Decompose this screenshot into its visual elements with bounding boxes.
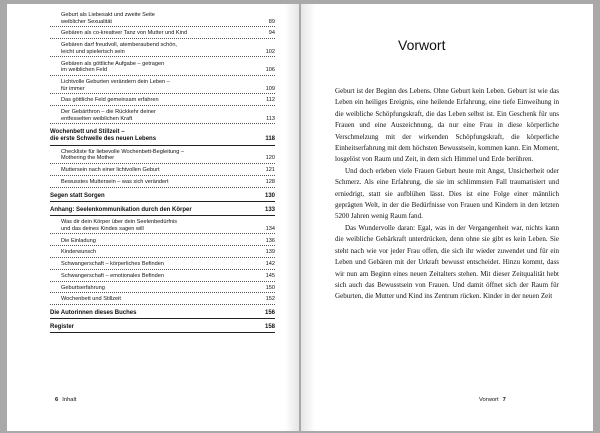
toc-entry-title: Wochenbett und Stillzeit – die erste Schwelle des neuen Lebens [50, 129, 157, 143]
toc-entry [50, 12, 275, 27]
toc-entry [50, 109, 275, 124]
paragraph: Und doch erleben viele Frauen Geburt heute mit Angst, Unsicherheit oder Schmerz. Als eine Erfahrung, die sie im schlimmsten Fall traumatisiert und erniedrigt, statt sie aufblühen lässt. Dies ist eine Folge einer männlich geprägten Welt, in der die Bedürfnisse von Frauen und Kindern in den letzten 5200 Jahren wenig Raum fand. [335, 166, 559, 221]
paragraph: Das Wundervolle daran: Egal, was in der Vergangenheit war, nichts kann die weibliche Gebärkraft unterdrücken, denn ohne sie gibt es kein Leben. Sie steht nach wie vor jeder Frau offen, die sich ihr wieder zuwendet und für ein Leben und Gebären mit der Urkraft bewusst entscheidet. Hinzu kommt, dass wir nun am Beginn eines neuen Zeitalters stehen. Mit dieser Zeitqualität hebt sich auch das Bewusstsein von Frauen. Und damit öffnet sich der Raum für Geburten, die Mutter und Kind ins Zentrum rücken. Kinder in der neuen Zeit [335, 223, 559, 301]
toc-entry-title: Lichtvolle Geburten verändern dein Leben – für immer [61, 78, 170, 92]
toc-entry-page: 136 [265, 237, 275, 244]
toc-entry [50, 79, 275, 94]
toc-entry-page: 128 [265, 179, 275, 185]
gutter-shadow [285, 4, 299, 431]
toc-entry-page: 106 [265, 67, 275, 74]
toc-entry [50, 97, 275, 106]
toc-entry-page: 152 [265, 296, 275, 303]
toc-chapter-entry [50, 129, 275, 145]
body-text [335, 86, 559, 303]
toc-entry [50, 179, 275, 188]
toc-entry-page: 142 [265, 261, 275, 268]
toc-entry-title: Wochenbett und Stillzeit [61, 296, 121, 303]
toc-chapter-entry [50, 324, 275, 333]
toc-entry-page: 113 [266, 115, 275, 122]
left-page [7, 4, 299, 431]
toc-entry-title: Anhang: Seelenkommunikation durch den Körper [50, 206, 192, 213]
page-number: 6 [55, 397, 59, 403]
right-folio [479, 397, 506, 403]
chapter-heading: Vorwort [398, 37, 446, 53]
toc-entry-page: 89 [268, 18, 275, 25]
toc-entry-page: 109 [265, 85, 275, 92]
toc-entry [50, 261, 275, 270]
toc-entry-title: Geburt als Liebesakt und zweite Seite weiblicher Sexualität [61, 12, 155, 25]
toc-entry-page: 120 [265, 155, 275, 162]
toc-entry-title: Die Einladung [61, 237, 96, 244]
toc-entry-page: 121 [265, 167, 275, 174]
running-head: Vorwort [479, 397, 499, 403]
toc-entry-page: 158 [264, 324, 275, 331]
toc-chapter-entry [50, 193, 275, 202]
toc-entry-page: 112 [266, 97, 275, 104]
toc-entry-title: Schwangerschaft – körperliches Befinden [61, 261, 164, 268]
left-folio [55, 397, 76, 403]
toc-entry [50, 273, 275, 282]
toc-entry-page: 145 [265, 272, 275, 279]
toc-entry-page: 130 [264, 192, 275, 199]
toc-entry [50, 285, 275, 294]
toc-entry-title: Segen statt Sorgen [50, 192, 105, 199]
toc-entry-page: 156 [264, 310, 275, 317]
toc-entry-title: Gebären als göttliche Aufgabe – getragen im weiblichen Feld [61, 60, 165, 74]
toc-entry-page: 139 [265, 249, 275, 256]
toc-entry-title: Kinderwunsch [61, 249, 97, 256]
toc-entry-page: 133 [264, 206, 275, 213]
toc-entry-title: Die Autorinnen dieses Buches [50, 310, 137, 317]
table-of-contents [50, 12, 275, 337]
toc-entry [50, 30, 275, 39]
toc-entry [50, 238, 275, 247]
toc-entry [50, 219, 275, 234]
toc-entry [50, 296, 275, 305]
toc-entry-page: 134 [265, 225, 275, 232]
toc-entry [50, 61, 275, 76]
toc-entry-title: Schwangerschaft – emotionales Befinden [61, 272, 164, 279]
toc-entry-page: 150 [265, 284, 275, 291]
toc-entry [50, 167, 275, 176]
toc-entry-title: Muttersein nach einer lichtvollen Geburt [61, 167, 160, 174]
toc-entry-page: 102 [265, 48, 275, 55]
toc-entry-page: 94 [268, 30, 275, 37]
running-head: Inhalt [62, 397, 77, 403]
toc-chapter-entry [50, 207, 275, 216]
page-number: 7 [502, 397, 506, 403]
toc-entry-title: Gebären darf freudvoll, atemberaubend schön, leicht und spielerisch sein [61, 42, 177, 55]
toc-entry-title: Gebären als co-kreativer Tanz von Mutter und Kind [61, 30, 188, 37]
toc-entry-title: Was dir dein Körper über dein Seelenbedürfnis und das deines Kindes sagen will [61, 219, 178, 232]
toc-entry [50, 249, 275, 258]
gutter-shadow [301, 4, 315, 431]
toc-chapter-entry [50, 310, 275, 319]
right-page [301, 4, 593, 431]
toc-entry-title: Checkliste für liebevolle Wochenbett-Begleitung – Mothering the Mother [61, 148, 185, 162]
toc-entry-title: Geburtserfahrung [61, 284, 105, 291]
toc-entry-title: Bewusstes Muttersein – was sich verändert [61, 179, 169, 185]
paragraph: Geburt ist der Beginn des Lebens. Ohne Geburt kein Leben. Geburt ist wie das Leben ein heiliges Ereignis, eine heilende Erfahrung, eine tiefe Einweihung in die weibliche Schöpfungskraft, die das Leben selbst ist. Ein Geschenk für uns Frauen und eine Auszeichnung, da nur eine Frau in diese körperliche Verschmelzung mit der wirkenden Schöpfungskraft, die körperliche Einheitserfahrung mit dem höchsten Bewusstsein, kommen kann. Ein Moment, losgelöst von Raum und Zeit, in dem sich Himmel und Erde berühren. [335, 87, 559, 164]
toc-entry-title: Das göttliche Feld gemeinsam erfahren [61, 97, 159, 104]
toc-entry-title: Der Gebärthron – die Rückkehr deiner entfesselten weiblichen Kraft [61, 109, 156, 122]
toc-entry-page: 118 [265, 136, 275, 143]
toc-entry [50, 149, 275, 164]
toc-entry-title: Register [50, 324, 75, 331]
toc-entry [50, 42, 275, 57]
